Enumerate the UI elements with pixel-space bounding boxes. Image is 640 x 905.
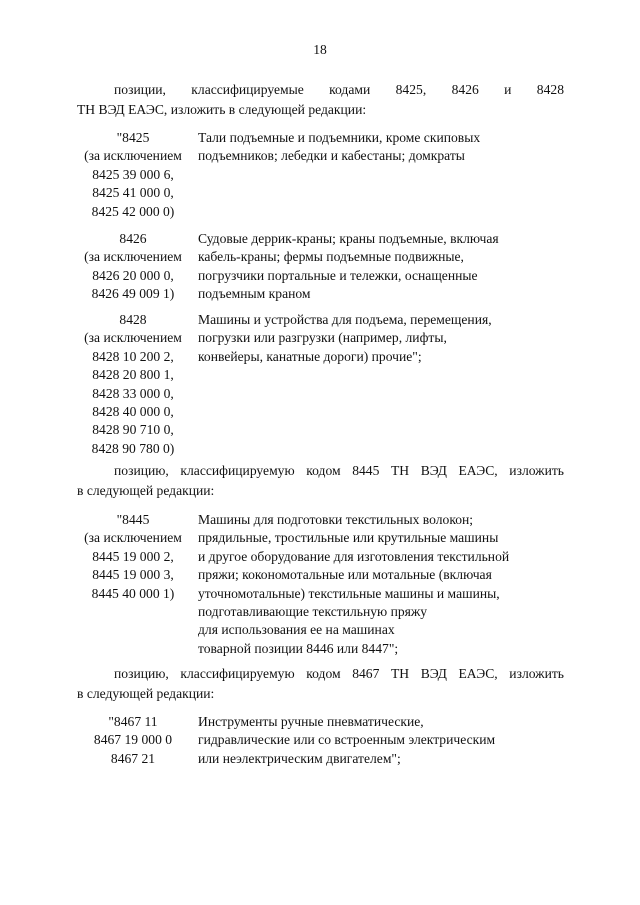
description-line: пряжи; кокономотальные или мотальные (включая xyxy=(198,567,492,583)
description-line: для использования ее на машинах xyxy=(198,622,395,638)
code-line: "8425 xyxy=(116,130,150,145)
code-line: 8425 41 000 0, xyxy=(92,185,174,201)
description-line: подготавливающие текстильную пряжу xyxy=(198,604,428,620)
code-line: 8428 xyxy=(119,312,147,327)
page-number: 18 xyxy=(313,42,327,57)
code-line: 8428 33 000 0, xyxy=(92,385,174,401)
description-cell xyxy=(198,713,568,768)
code-line: 8467 21 xyxy=(110,750,156,766)
intro-line: позиции, классифицируемые кодами 8425, 8426 и 8428 xyxy=(114,82,564,97)
description-cell xyxy=(198,230,568,304)
code-line: 8428 20 800 1, xyxy=(92,367,174,383)
code-line: (за исключением xyxy=(84,330,182,346)
description-line: подъемников; лебедки и кабестаны; домкраты xyxy=(198,148,465,164)
description-line: уточномотальные) текстильные машины и машины, xyxy=(198,585,500,601)
code-line: (за исключением xyxy=(84,530,182,546)
intro-line: позицию, классифицируемую кодом 8445 ТН ВЭД ЕАЭС, изложить xyxy=(114,463,564,478)
code-line: 8425 39 000 6, xyxy=(92,166,174,182)
code-line: 8426 49 009 1) xyxy=(91,286,175,302)
intro-paragraph-8467 xyxy=(77,664,564,703)
description-line: Машины для подготовки текстильных волокон; xyxy=(198,512,474,527)
description-line: погрузки или разгрузки (например, лифты, xyxy=(198,330,447,346)
description-cell xyxy=(198,129,568,166)
description-line: Тали подъемные и подъемники, кроме скиповых xyxy=(198,130,481,145)
description-line: кабель-краны; фермы подъемные подвижные, xyxy=(198,249,464,265)
description-line: конвейеры, канатные дороги) прочие"; xyxy=(198,348,422,364)
code-line: 8445 19 000 3, xyxy=(92,567,174,583)
description-line: гидравлические или со встроенным электрическим xyxy=(198,732,496,748)
code-line: 8428 90 710 0, xyxy=(92,422,174,438)
code-line: (за исключением xyxy=(84,148,182,164)
code-line: 8425 42 000 0) xyxy=(91,203,175,219)
description-line: Судовые деррик-краны; краны подъемные, включая xyxy=(198,231,499,246)
description-line: Машины и устройства для подъема, перемещения, xyxy=(198,312,492,327)
code-line: 8467 19 000 0 xyxy=(93,732,173,748)
code-line: 8445 19 000 2, xyxy=(92,548,174,564)
description-line: или неэлектрическим двигателем"; xyxy=(198,750,401,766)
code-line: 8428 40 000 0, xyxy=(92,404,174,420)
code-line: 8445 40 000 1) xyxy=(91,585,175,601)
code-cell xyxy=(72,713,194,768)
code-cell xyxy=(72,511,194,603)
description-line: товарной позиции 8446 или 8447"; xyxy=(198,640,399,656)
description-line: подъемным краном xyxy=(198,286,311,302)
intro-paragraph-8425-8426-8428 xyxy=(77,80,564,119)
code-line: "8445 xyxy=(116,512,150,527)
description-line: погрузчики портальные и тележки, оснащенные xyxy=(198,267,478,283)
description-cell xyxy=(198,311,568,366)
description-line: и другое оборудование для изготовления текстильной xyxy=(198,548,510,564)
code-line: 8428 10 200 2, xyxy=(92,348,174,364)
code-cell xyxy=(72,129,194,221)
code-cell xyxy=(72,311,194,458)
code-line: (за исключением xyxy=(84,249,182,265)
code-cell xyxy=(72,230,194,304)
description-line: Инструменты ручные пневматические, xyxy=(198,714,424,729)
description-cell xyxy=(198,511,568,658)
intro-line: позицию, классифицируемую кодом 8467 ТН ВЭД ЕАЭС, изложить xyxy=(114,666,564,681)
code-line: "8467 11 xyxy=(108,714,158,729)
intro-line: ТН ВЭД ЕАЭС, изложить в следующей редакции: xyxy=(77,101,367,117)
intro-line: в следующей редакции: xyxy=(77,685,215,701)
code-line: 8426 20 000 0, xyxy=(92,267,174,283)
code-line: 8426 xyxy=(119,231,147,246)
intro-line: в следующей редакции: xyxy=(77,482,215,498)
code-line: 8428 90 780 0) xyxy=(91,440,175,456)
description-line: прядильные, тростильные или крутильные машины xyxy=(198,530,499,546)
intro-paragraph-8445 xyxy=(77,461,564,500)
